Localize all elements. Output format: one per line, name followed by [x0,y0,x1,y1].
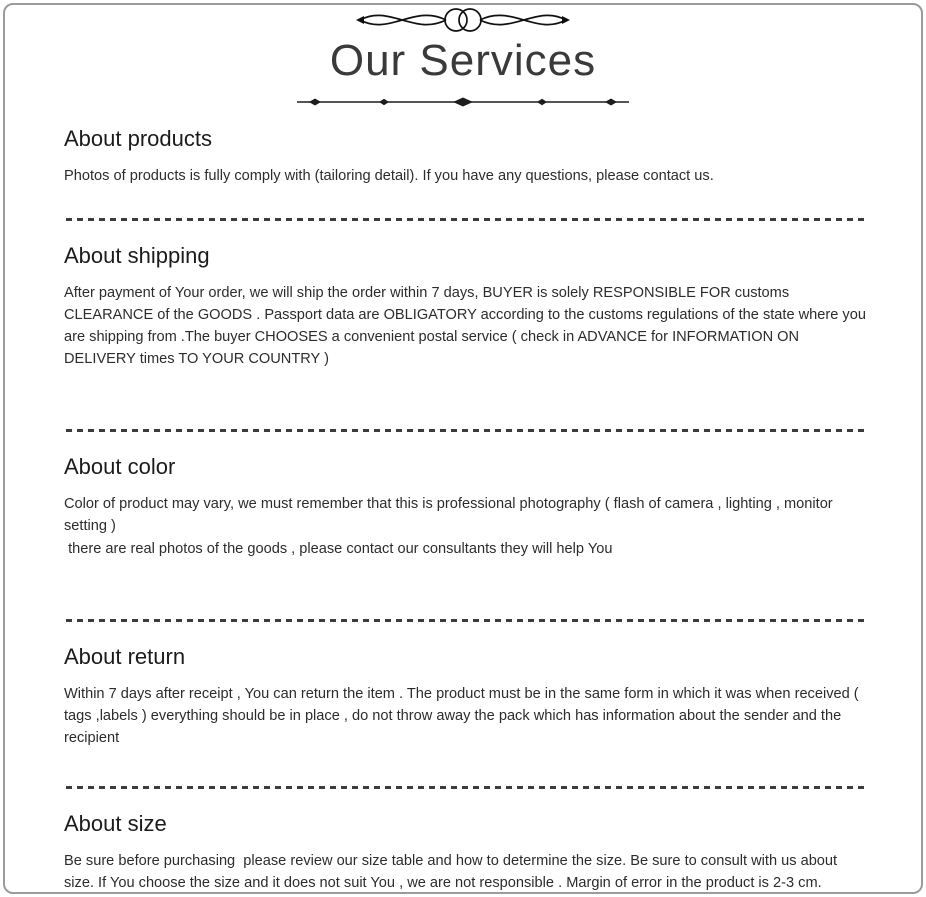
section-body-color-1: Color of product may vary, we must remember that this is professional photography ( flash of camera , lighting , monitor setting ) [64,495,837,534]
section-body-size: Be sure before purchasing please review our size table and how to determine the size. Be sure to consult with us about size. If You choose the size and it does not suit You , we are not responsible . Margin of error in the product is 2-3 cm. [64,852,842,891]
page-title: Our Services [329,36,597,85]
top-ornament-wrap [0,2,926,38]
spacer [64,563,866,589]
diamond-line-divider-icon [295,94,631,110]
section-about-color [64,454,866,562]
sections-container [0,126,926,895]
section-heading-size: About size [64,810,167,836]
dashed-separator [66,429,864,432]
dashed-separator [66,619,864,622]
title-divider-wrap [0,94,926,110]
spacer [64,373,866,399]
section-body-return: Within 7 days after receipt , You can return the item . The product must be in the same form in which it was when received ( tags ,labels ) everything should be in place , do not throw away the pack which has information about the sender and the recipient [64,686,863,747]
section-heading-products: About products [64,126,212,152]
section-about-return [64,644,866,750]
dashed-separator [66,786,864,789]
section-body-color-2: there are real photos of the goods , please contact our consultants they will help You [64,541,613,558]
section-body-products: Photos of products is fully comply with (tailoring detail). If you have any questions, please contact us. [64,168,714,185]
dashed-separator [66,218,864,221]
section-heading-shipping: About shipping [64,243,210,269]
section-about-products [64,126,866,188]
section-body-shipping: After payment of Your order, we will ship the order within 7 days, BUYER is solely RESPONSIBLE FOR customs CLEARANCE of the GOODS . Passport data are OBLIGATORY according to the customs regulations of the state where you are shipping from .The buyer CHOOSES a convenient postal service ( check in ADVANCE for INFORMATION ON DELIVERY times TO YOUR COUNTRY ) [64,285,871,367]
spacer [64,752,866,756]
section-heading-return: About return [64,644,186,670]
section-heading-color: About color [64,453,176,479]
flourish-ornament-icon [356,2,570,38]
section-about-shipping [64,243,871,371]
section-about-size [64,811,866,895]
